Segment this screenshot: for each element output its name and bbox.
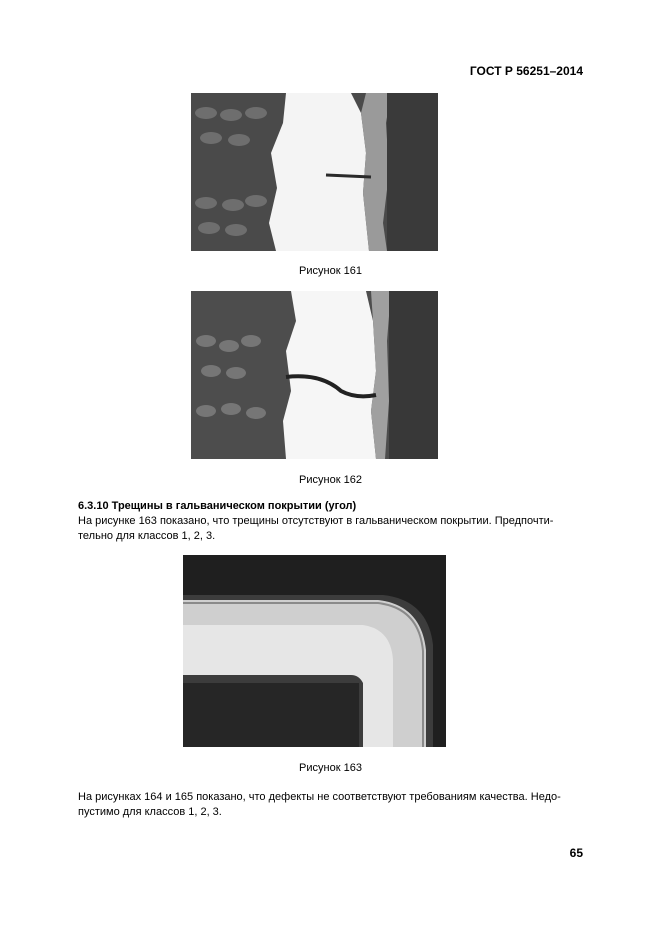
- page-number: 65: [569, 846, 583, 860]
- figure-162-caption: Рисунок 162: [299, 474, 362, 486]
- standard-header: ГОСТ Р 56251–2014: [469, 64, 583, 78]
- figure-163-image: [183, 555, 446, 747]
- paragraph-line: На рисунке 163 показано, что трещины отсутствуют в гальваническом покрытии. Предпочти-: [78, 515, 554, 527]
- figure-161-image: [191, 93, 438, 251]
- paragraph-line: тельно для классов 1, 2, 3.: [78, 530, 216, 542]
- section-title: 6.3.10 Трещины в гальваническом покрытии (угол): [78, 500, 357, 512]
- figure-162-image: [191, 291, 438, 459]
- figure-161-caption: Рисунок 161: [299, 265, 362, 277]
- paragraph-line: На рисунках 164 и 165 показано, что дефекты не соответствуют требованиям качества. Недо-: [78, 791, 561, 803]
- section-paragraph: [78, 514, 583, 544]
- paragraph-line: пустимо для классов 1, 2, 3.: [78, 806, 222, 818]
- after-paragraph: [78, 790, 583, 820]
- figure-163-caption: Рисунок 163: [299, 762, 362, 774]
